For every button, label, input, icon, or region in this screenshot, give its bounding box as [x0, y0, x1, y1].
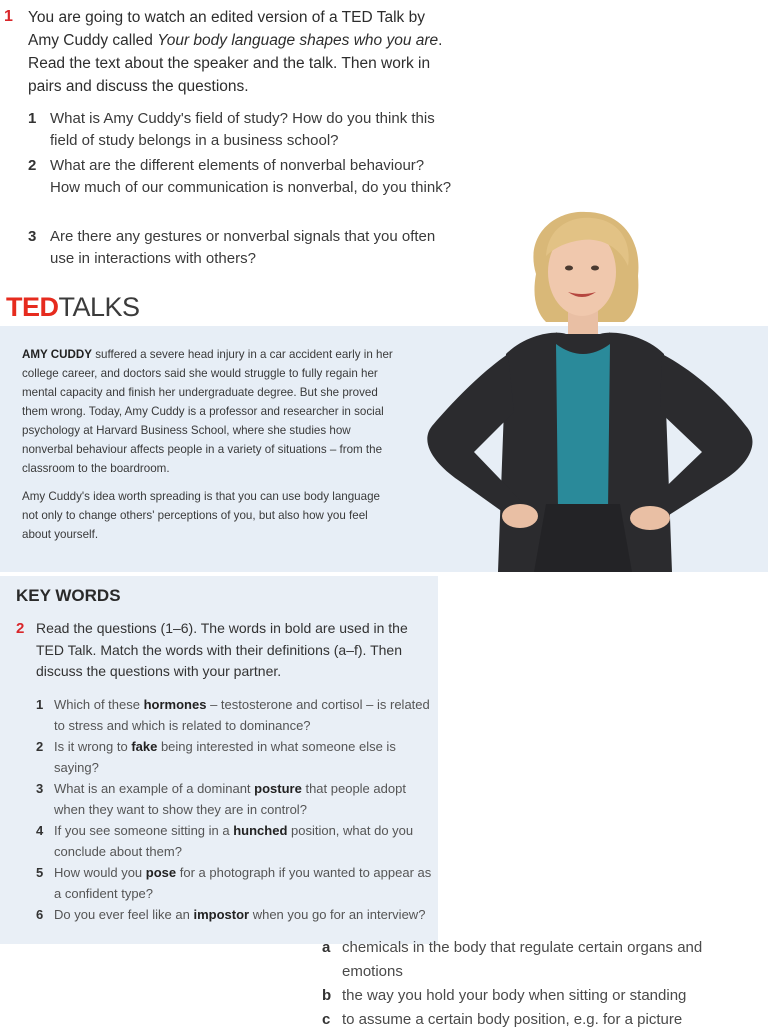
key-word-question: 1 Which of these hormones – testosterone and cortisol – is related to stress and which is related to dominance? — [36, 697, 430, 733]
definition-item: c to assume a certain body position, e.g. for a picture — [322, 1011, 683, 1028]
definitions-list — [322, 936, 762, 1032]
question-item: 2 What are the different elements of nonverbal behaviour? How much of our communication is nonverbal, do you think? — [28, 157, 452, 196]
talk-title: Your body language shapes who you are — [157, 32, 439, 49]
key-word-question: 6 Do you ever feel like an impostor when you go for an interview? — [36, 907, 426, 922]
speaker-photo — [396, 204, 768, 572]
key-word: fake — [131, 739, 158, 754]
exercise-number: 2 — [16, 620, 25, 637]
definition-item: b the way you hold your body when sitting or standing — [322, 987, 687, 1004]
exercise-1-instructions: You are going to watch an edited version of a TED Talk by Amy Cuddy called Your body language shapes who you are. Read the text about the speaker and the talk. Then work in pairs and discuss the questions. — [28, 9, 443, 95]
key-word: hormones — [143, 697, 207, 712]
speaker-name: AMY CUDDY — [22, 348, 92, 361]
key-word-question: 4 If you see someone sitting in a hunched position, what do you conclude about them? — [36, 823, 414, 859]
exercise-number: 1 — [4, 8, 13, 25]
definition-item: a chemicals in the body that regulate certain organs and emotions — [322, 939, 703, 980]
key-word: impostor — [193, 907, 250, 922]
key-word: hunched — [233, 823, 288, 838]
exercise-2-instructions: Read the questions (1–6). The words in bold are used in the TED Talk. Match the words with their definitions (a–f). Then discuss the questions with your partner. — [36, 620, 408, 679]
key-word-question: 3 What is an example of a dominant posture that people adopt when they want to show they are in control? — [36, 781, 406, 817]
key-word-question: 2 Is it wrong to fake being interested in what someone else is saying? — [36, 739, 396, 775]
question-item: 3 Are there any gestures or nonverbal signals that you often use in interactions with others? — [28, 228, 436, 267]
key-word: posture — [254, 781, 302, 796]
speaker-bio: AMY CUDDY suffered a severe head injury in a car accident early in her college career, and doctors said she would struggle to fully regain her mental capacity and finish her undergraduate degree. But she proved them wrong. Today, Amy Cuddy is a professor and researcher in social psychology at Harvard Business School, where she studies how nonverbal behaviour affects people in a variety of situations – from the classroom to the boardroom. Amy Cuddy's idea worth spreading is that you can use body language not only to change others' perceptions of you, but also how you feel about yourself. — [22, 345, 394, 553]
question-item: 1 What is Amy Cuddy's field of study? How do you think this field of study belongs in a business school? — [28, 110, 435, 149]
key-word-question: 5 How would you pose for a photograph if you wanted to appear as a confident type? — [36, 865, 432, 901]
key-words-title: KEY WORDS — [16, 586, 121, 605]
ted-talks-logo: TEDTALKS — [6, 292, 140, 322]
idea-worth-spreading: Amy Cuddy's idea worth spreading is that you can use body language not only to change others' perceptions of you, but also how you feel about yourself. — [22, 490, 380, 541]
key-word: pose — [145, 865, 177, 880]
